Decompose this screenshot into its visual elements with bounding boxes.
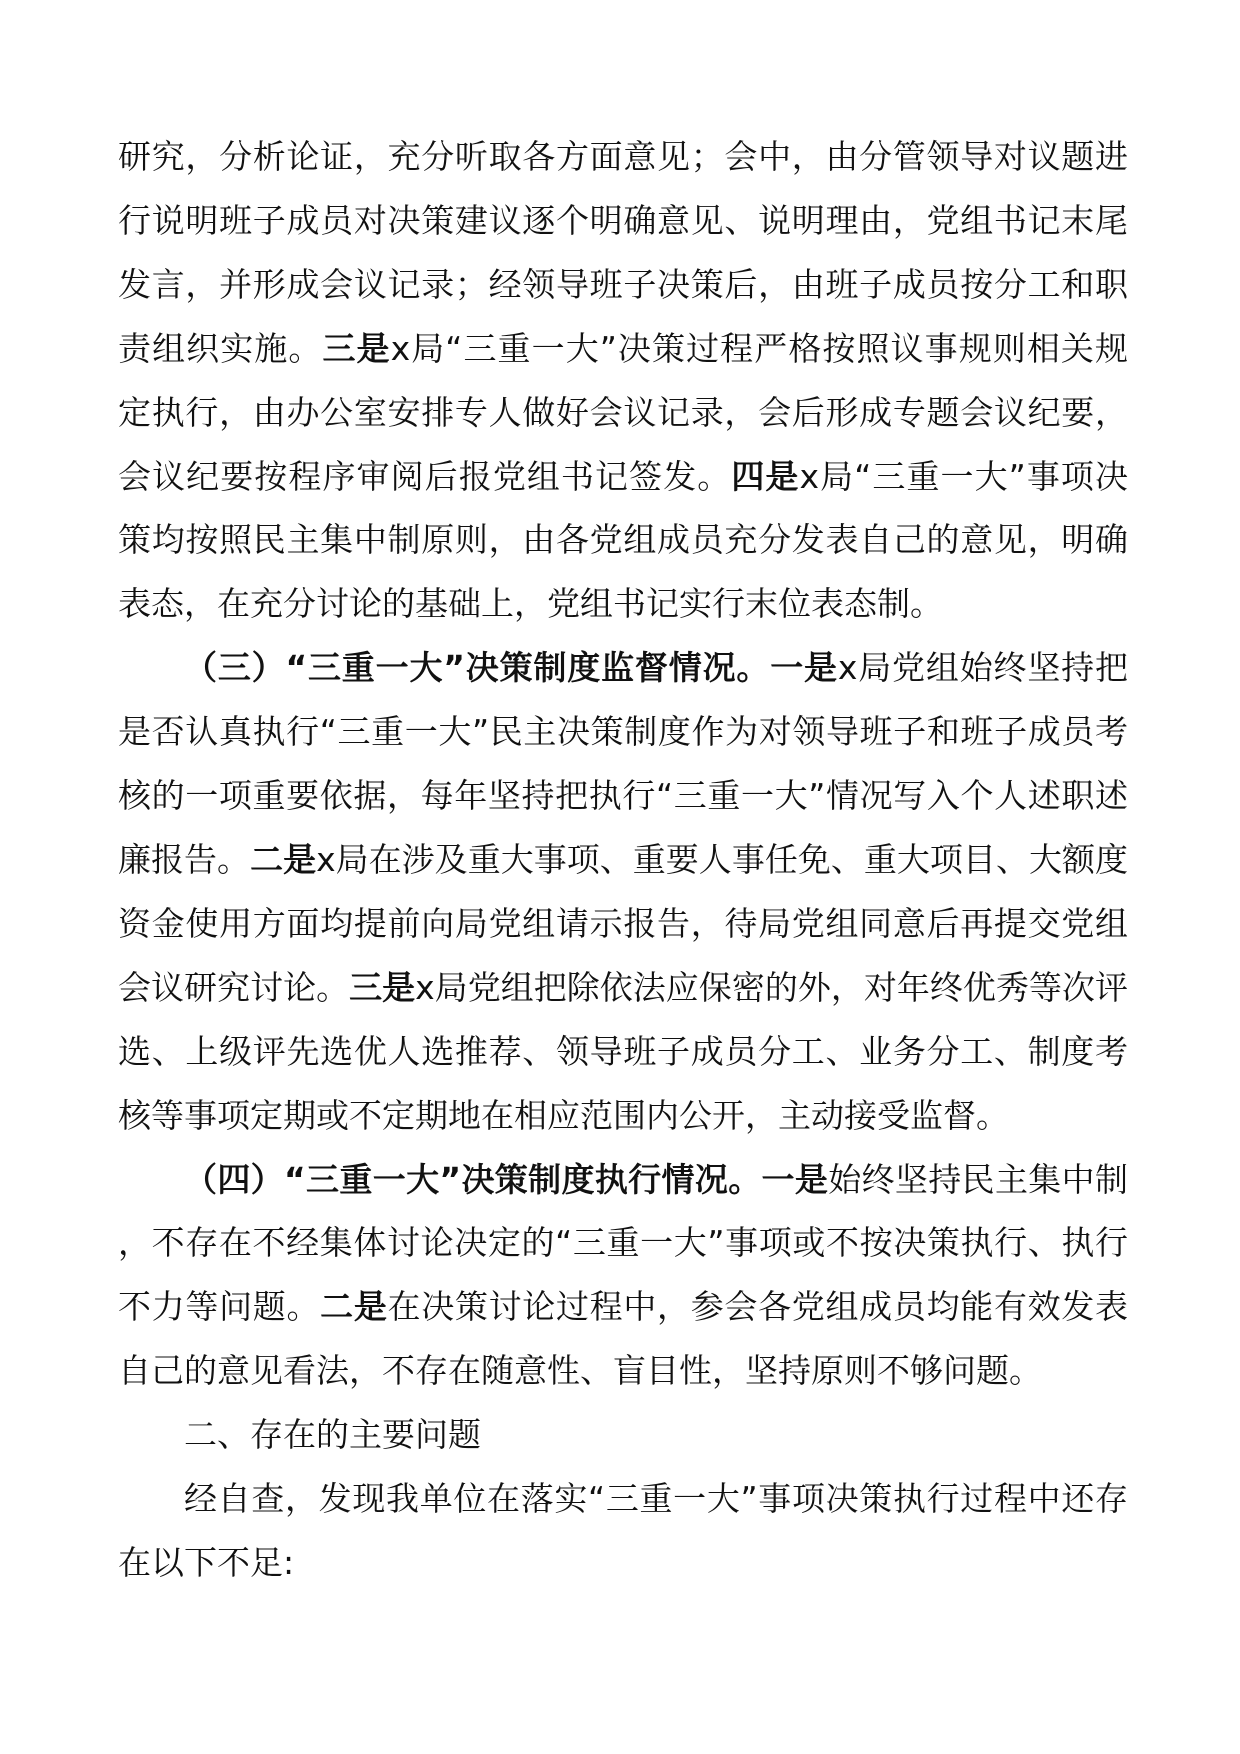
text-run: 始终坚持民主集中制，不存在不经集体讨论决定的“三重一大”事项或不按决策执行、执行不力等问题。 [118, 1159, 1128, 1327]
bold-text-run: 二是 [320, 1287, 388, 1327]
text-run: 研究，分析论证，充分听取各方面意见；会中，由分管领导对议题进行说明班子成员对决策建议逐个明确意见、说明理由，党组书记末尾发言，并形成会议记录；经领导班子决策后，由班子成员按分工和职责组织实施。 [118, 137, 1128, 368]
paragraph [118, 1467, 1128, 1595]
text-run: 二、存在的主要问题 [184, 1415, 481, 1455]
section-heading-run: （四）“三重一大”决策制度执行情况。一是 [184, 1159, 829, 1199]
text-run: x局“三重一大”决策过程严格按照议事规则相关规定执行，由办公室安排专人做好会议记录，会后形成专题会议纪要，会议纪要按程序审阅后报党组书记签发。 [118, 328, 1128, 496]
text-run: 在决策讨论过程中，参会各党组成员均能有效发表自己的意见看法，不存在随意性、盲目性，坚持原则不够问题。 [118, 1287, 1129, 1391]
section-heading [118, 1403, 1128, 1467]
text-run: x局党组把除依法应保密的外，对年终优秀等次评选、上级评先选优人选推荐、领导班子成员分工、业务分工、制度考核等事项定期或不定期地在相应范围内公开，主动接受监督。 [118, 967, 1128, 1135]
bold-text-run: 三是 [322, 328, 391, 368]
paragraph [118, 636, 1128, 1147]
text-run: 经自查，发现我单位在落实“三重一大”事项决策执行过程中还存在以下不足: [118, 1479, 1128, 1582]
text-run: x局党组始终坚持把是否认真执行“三重一大”民主决策制度作为对领导班子和班子成员考核的一项重要依据，每年坚持把执行“三重一大”情况写入个人述职述廉报告。 [118, 648, 1128, 879]
section-heading-run: （三）“三重一大”决策制度监督情况。一是 [184, 648, 838, 688]
paragraph [118, 125, 1128, 636]
bold-text-run: 三是 [349, 967, 416, 1007]
paragraph [118, 1148, 1128, 1404]
document-body [118, 125, 1128, 1595]
text-run: x局“三重一大”事项决策均按照民主集中制原则，由各党组成员充分发表自己的意见，明确表态，在充分讨论的基础上，党组书记实行末位表态制。 [118, 456, 1128, 624]
text-run: x局在涉及重大事项、重要人事任免、重大项目、大额度资金使用方面均提前向局党组请示报告，待局党组同意后再提交党组会议研究讨论。 [118, 839, 1128, 1007]
bold-text-run: 四是 [731, 456, 800, 496]
bold-text-run: 二是 [250, 839, 317, 879]
